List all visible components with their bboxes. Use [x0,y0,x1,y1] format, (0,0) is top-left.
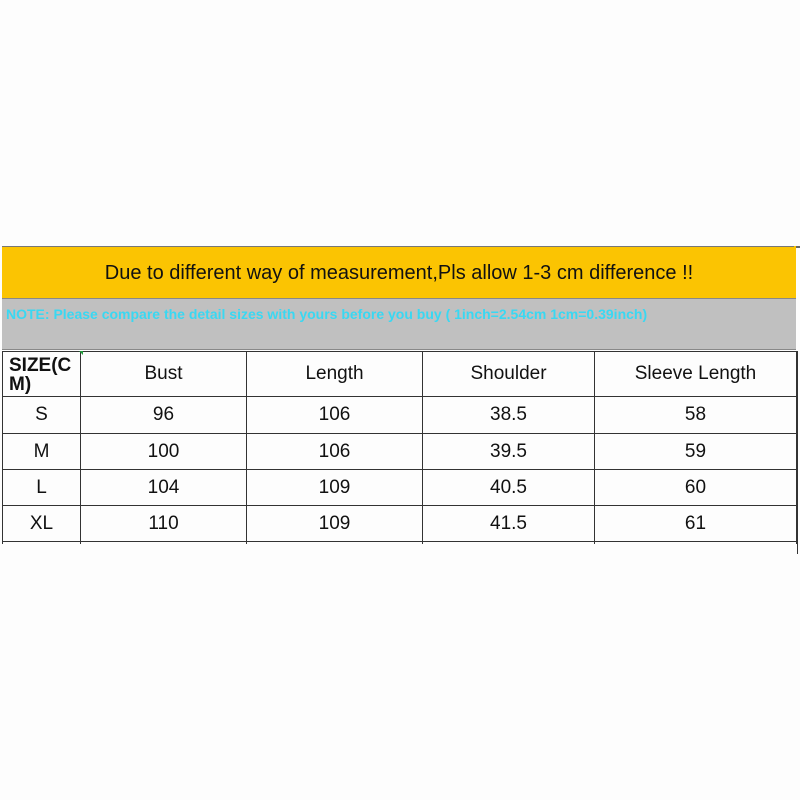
cell-shoulder: 38.5 [423,397,595,434]
banner-edge [794,246,796,298]
cell-shoulder: 39.5 [423,434,595,470]
cell-size: M [3,434,81,470]
cell-length: 109 [247,470,423,506]
cell-bust: 96 [81,397,247,434]
table-tail-row [3,542,797,545]
cell-length: 109 [247,506,423,542]
table-row [3,434,797,470]
header-bust: Bust [81,352,247,397]
tail-cell [423,542,595,545]
cell-bust: 104 [81,470,247,506]
size-chart [0,244,800,556]
cell-size: S [3,397,81,434]
tail-cell [247,542,423,545]
cell-length: 106 [247,434,423,470]
table-row [3,397,797,434]
tail-cell [595,542,797,545]
measurement-notice-banner [2,246,796,299]
conversion-note-text: NOTE: Please compare the detail sizes with yours before you buy ( 1inch=2.54cm 1cm=0.39inch) [6,306,648,322]
header-size: SIZE(CM) [3,352,81,397]
cell-shoulder: 40.5 [423,470,595,506]
tail-cell [3,542,81,545]
cell-comment-marker [79,351,83,355]
cell-sleeve-length: 60 [595,470,797,506]
cell-bust: 110 [81,506,247,542]
cell-size: L [3,470,81,506]
cell-length: 106 [247,397,423,434]
cell-sleeve-length: 61 [595,506,797,542]
size-table [2,351,797,544]
header-sleeve-length: Sleeve Length [595,352,797,397]
sheet-edge-tick [796,246,800,248]
table-header-row [3,352,797,397]
header-shoulder: Shoulder [423,352,595,397]
measurement-notice-text: Due to different way of measurement,Pls allow 1-3 cm difference !! [104,261,694,284]
conversion-note [2,298,796,350]
table-row [3,470,797,506]
cell-bust: 100 [81,434,247,470]
cell-sleeve-length: 58 [595,397,797,434]
header-length: Length [247,352,423,397]
tail-cell [81,542,247,545]
cell-shoulder: 41.5 [423,506,595,542]
cell-size: XL [3,506,81,542]
cell-sleeve-length: 59 [595,434,797,470]
table-row [3,506,797,542]
